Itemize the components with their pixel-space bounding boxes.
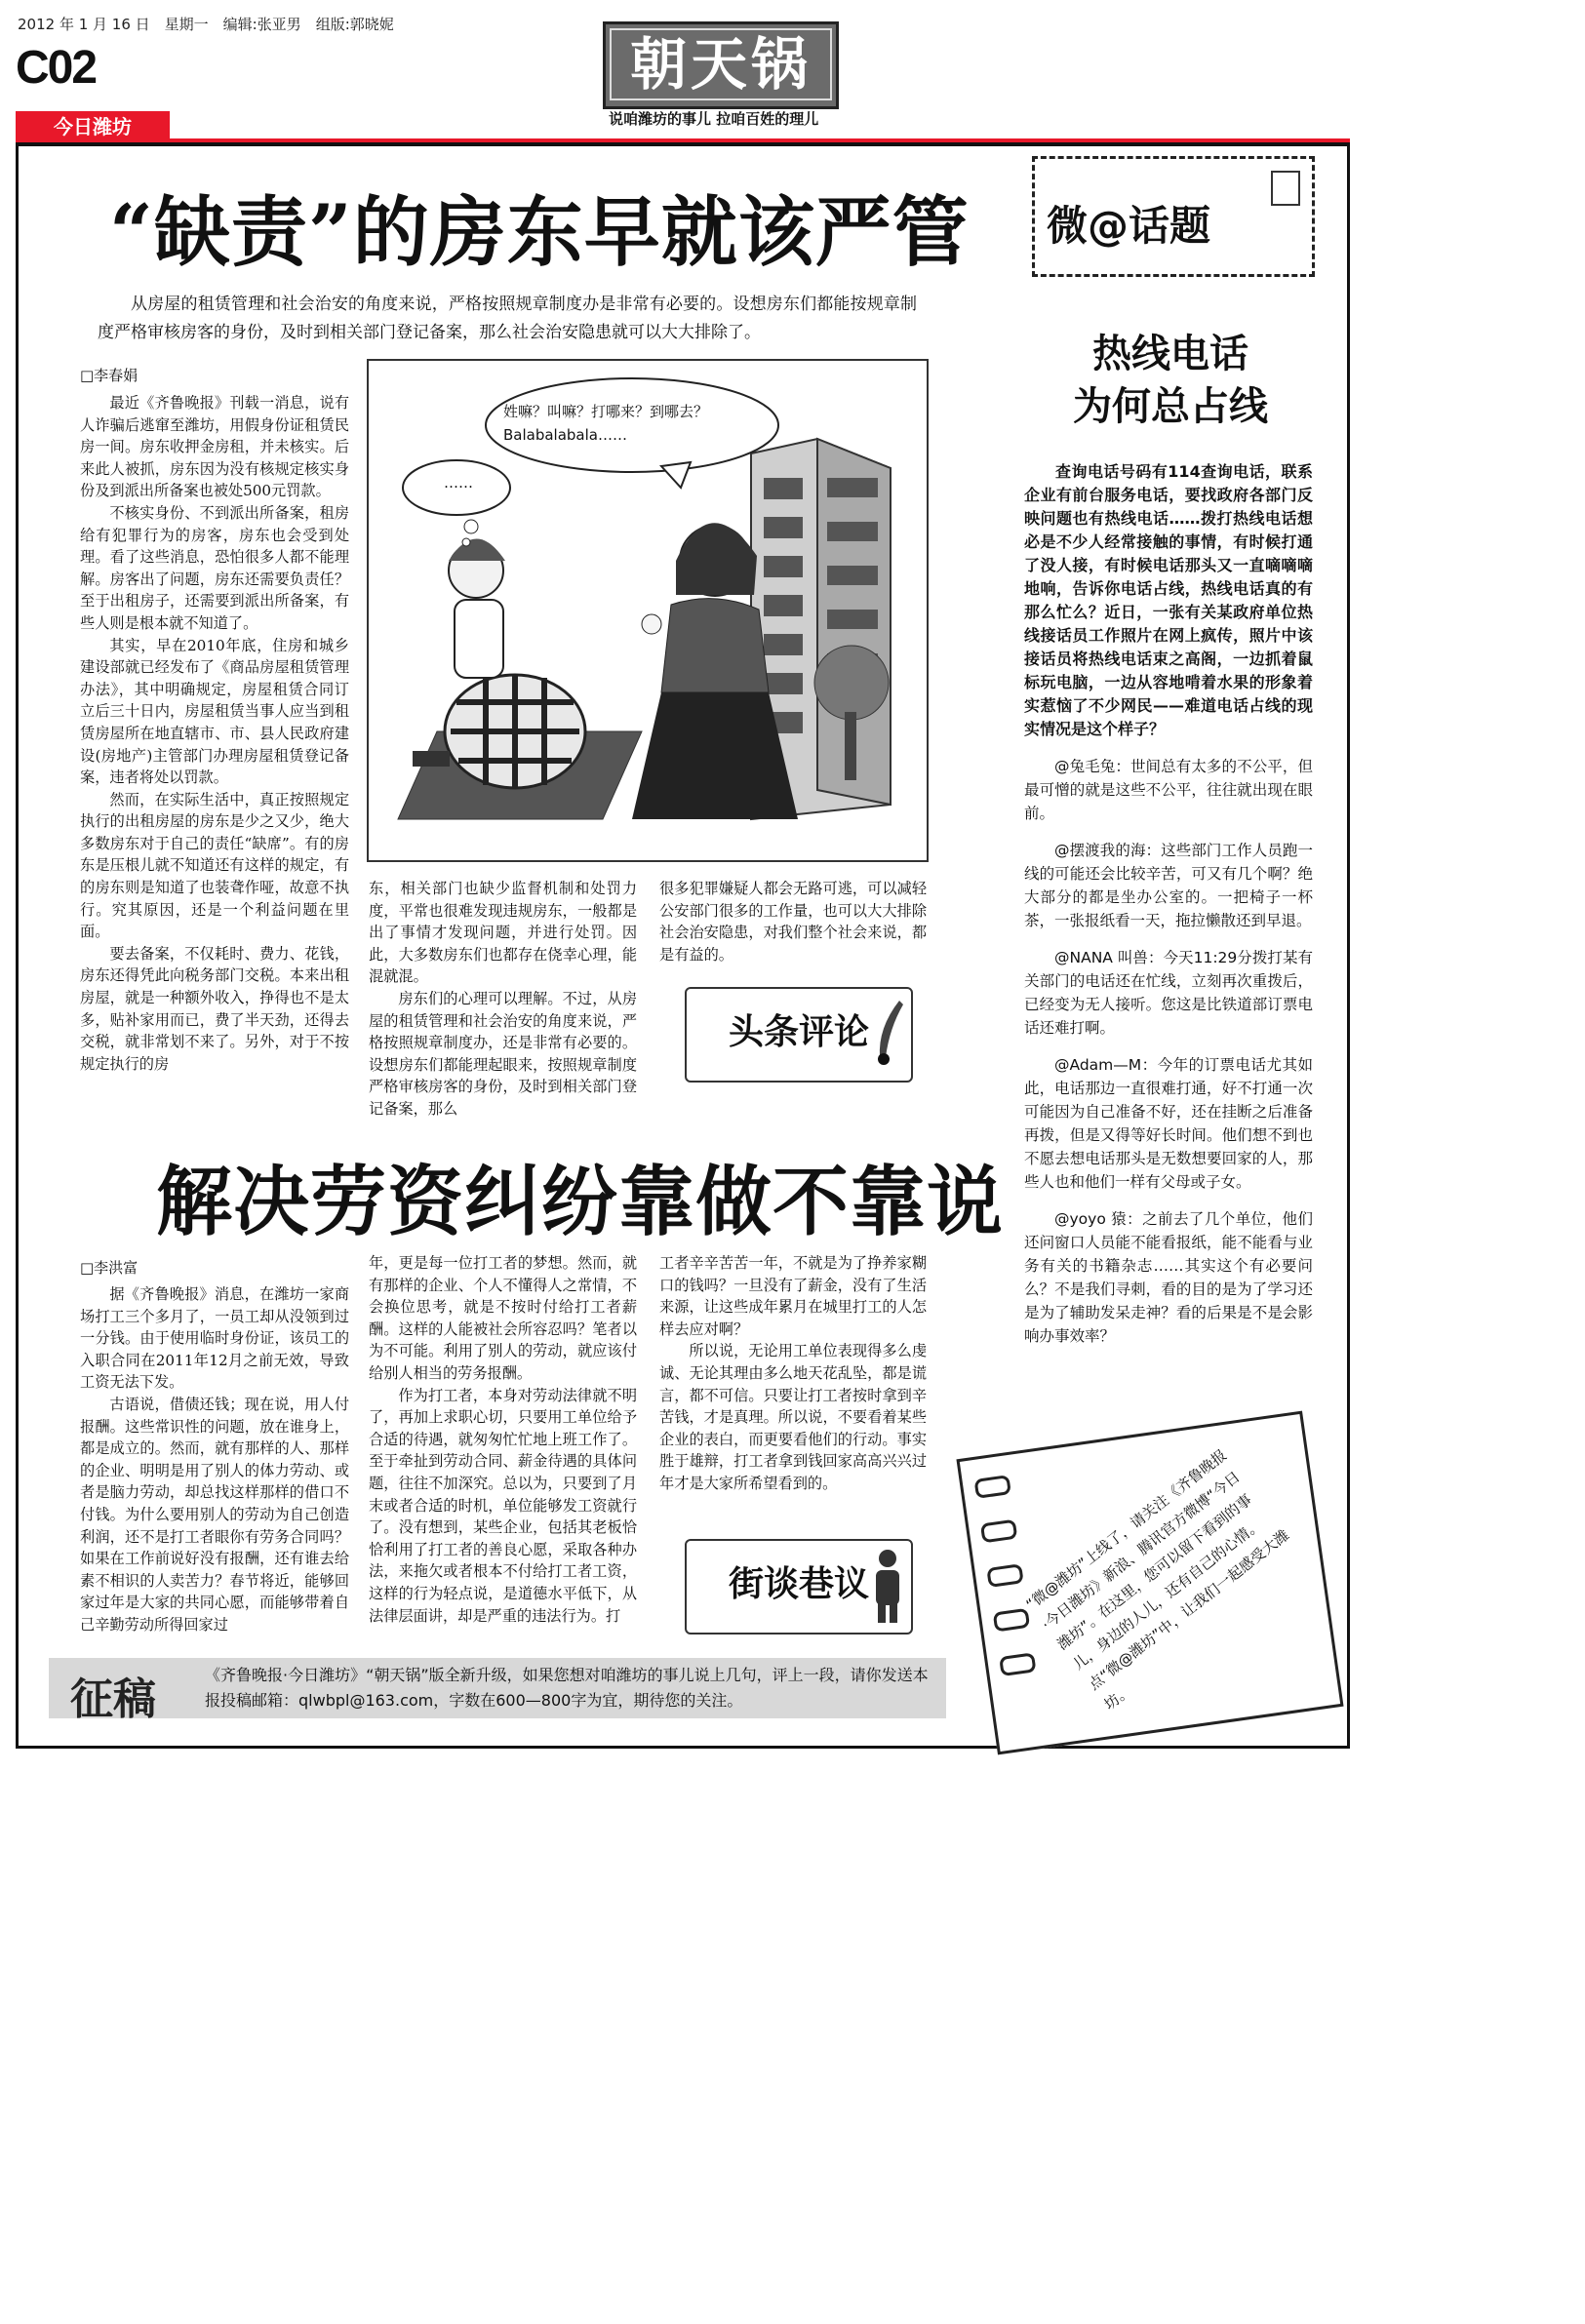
sidebar-title-line1: 热线电话 [1092,332,1248,376]
call-for-papers-line2: 报投稿邮箱：qlwbpl@163.com，字数在600—800字为宜，期待您的关注。 [205,1691,743,1710]
article1-para3: 其实，早在2010年底，住房和城乡建设部就已经发布了《商品房屋租赁管理办法》，其中明确规定，房屋租赁合同订立后三十日内，房屋租赁当事人应当到租赁房屋所在地直辖市、市、县人民政府建设(房地产)主管部门办理房屋租赁登记备案，违者将处以罚款。 [80,636,349,787]
badge-headline-commentary [685,987,913,1083]
article1-col3 [659,878,927,965]
speech-bubble-left: …… [444,474,473,492]
date-line: 2012 年 1 月 16 日 星期一 编辑:张亚男 组版:郭晓妮 [18,16,394,33]
article1-col1 [80,392,349,1075]
article2-para2: 古语说，借债还钱；现在说，用人付报酬。这些常识性的问题，放在谁身上，都是成立的。然而，就有那样的人、那样的企业、明明是用了别人的体力劳动、或者是脑力劳动，却总找这样那样的借口不付钱。为什么要用别人的劳动为自己创造利润，还不是打工者眼你有劳务合同吗？如果在工作前说好没有报酬，还有谁去给素不相识的人卖苦力？春节将近，能够回家过年是大家的共同心愿，而能够带着自己辛勤劳动所得回家过 [80,1395,349,1634]
article1-para4: 然而，在实际生活中，真正按照规定执行的出租房屋的房东是少之又少，绝大多数房东对于自己的责任“缺席”。有的房东是压根儿就不知道还有这样的规定，有的房东则是知道了也装聋作哑，故意不执行。究其原因，还是一个利益问题在里面。 [80,790,349,941]
article2-col3 [659,1252,927,1495]
sidebar-comment: @yoyo 猿：之前去了几个单位，他们还问窗口人员能不能看报纸，能不能看与业务有关的书籍杂志……其实这个有必要问么？不是我们寻刺，看的目的是为了学习还是为了辅助发呆走神？看的后果是不是会影响办事效率？ [1024,1210,1313,1345]
sidebar-body [1024,460,1313,1361]
speech-bubble-right: 姓嘛？叫嘛？打哪来？到哪去？Balabalabala…… [503,403,709,444]
article1-para7: 房东们的心理可以理解。不过，从房屋的租赁管理和社会治安的角度来说，严格按照规章制度办，还是非常有必要的。设想房东们都能理起眼来，按照规章制度严格审核房客的身份，及时到相关部门登记备案，那么 [369,989,637,1118]
article1-para2: 不核实身份、不到派出所备案，租房给有犯罪行为的房客，房东也会受到处理。看了这些消息，恐怕很多人都不能理解。房客出了问题，房东还需要负责任？至于出租房子，还需要到派出所备案，有些人则是根本就不知道了。 [80,503,349,632]
badge-street-talk-label: 街谈巷议 [728,1564,869,1604]
column-slogan: 说咱潍坊的事儿 拉咱百姓的理儿 [609,110,819,128]
person-icon [868,1547,907,1625]
sidebar-comment: @NANA 叫兽：今天11:29分拨打某有关部门的电话还在忙线，立刻再次重拨后，已经变为无人接听。您这是比铁道部订票电话还难打啊。 [1024,949,1313,1037]
quill-icon [870,999,905,1067]
calendar-icon [1271,171,1300,206]
article2-headline: 解决劳资纠纷靠做不靠说 [156,1158,1005,1246]
sidebar-title-line2: 为何总占线 [1073,384,1268,429]
article2-para4: 作为打工者，本身对劳动法律就不明了，再加上求职心切，只要用工单位给予合适的待遇，就匆匆忙忙地上班工作了。至于牵扯到劳动合同、薪金待遇的具体问题，往往不加深究。总以为，只要到了月末或者合适的时机，单位能够发工资就行了。没有想到，某些企业，包括其老板恰恰利用了打工者的善良心愿，采取各种办法，来拖欠或者根本不付给打工者工资，这样的行为轻点说，是道德水平低下，从法律层面讲，却是严重的违法行为。打 [369,1386,637,1625]
column-logo-text: 朝天锅 [610,28,832,100]
article1-headline: “缺责”的房东早就该严管 [109,188,970,277]
call-for-papers-line1: 《齐鲁晚报·今日潍坊》“朝天锅”版全新升级，如果您想对咱潍坊的事儿说上几句，评上一段，请你发送本 [205,1666,929,1684]
article1-para8: 很多犯罪嫌疑人都会无路可逃，可以减轻公安部门很多的工作量，也可以大大排除社会治安隐患，对我们整个社会来说，都是有益的。 [659,880,927,964]
sidebar-comment: @兔毛兔：世间总有太多的不公平，但最可憎的就是这些不公平，往往就出现在眼前。 [1024,758,1313,822]
sidebar-title [1024,328,1317,433]
article1-para6: 东，相关部门也缺少监督机制和处罚力度，平常也很难发现违规房东，一般都是出了事情才发现问题，并进行处罚。因此，大多数房东们也都存在侥幸心理，能混就混。 [369,880,637,986]
article2-para3: 年，更是每一位打工者的梦想。然而，就有那样的企业、个人不懂得人之常情，不会换位思考，就是不按时付给打工者薪酬。这样的人能被社会所容忍吗？笔者以为不可能。利用了别人的劳动，就应该付给别人相当的劳务报酬。 [369,1254,637,1382]
page-number: C02 [16,42,97,94]
article1-lead: 从房屋的租赁管理和社会治安的角度来说，严格按照规章制度办是非常有必要的。设想房东们都能按规章制度严格审核房客的身份，及时到相关部门登记备案，那么社会治安隐患就可以大大排除了。 [98,295,917,342]
badge-street-talk [685,1539,913,1635]
article1-para1: 最近《齐鲁晚报》刊载一消息，说有人诈骗后逃窜至潍坊，用假身份证租赁民房一间。房东收押金房租，并未核实。后来此人被抓，房东因为没有核规定核实身份及到派出所备案也被处500元罚款。 [80,394,349,500]
sidebar-intro: 查询电话号码有114查询电话，联系企业有前台服务电话，要找政府各部门反映问题也有热线电话……拨打热线电话想必是不少人经常接触的事情，有时候打通了没人接，有时候电话那头又一直嘀嘀嘀地响，告诉你电话占线，热线电话真的有那么忙么？近日，一张有关某政府单位热线接话员工作照片在网上疯传，照片中该接话员将热线电话束之高阁，一边抓着鼠标玩电脑，一边从容地啃着水果的形象着实惹恼了不少网民——难道电话占线的现实情况是这个样子？ [1024,462,1313,738]
article1-byline: □李春娟 [80,367,139,384]
column-logo [603,21,839,109]
weibo-topic-logo [1032,156,1315,277]
article1-para5: 要去备案，不仅耗时、费力、花钱，房东还得凭此向税务部门交税。本来出租房屋，就是一种额外收入，挣得也不是太多，贴补家用而已，费了半天劲，还得去交税，就非常划不来了。另外，对于不按规定执行的房 [80,944,349,1073]
call-for-papers-label: 征稿 [70,1674,156,1724]
notebook-text: “微@潍坊”上线了，请关注《齐鲁晚报·今日潍坊》新浪、腾讯官方微博“今日潍坊”。在这里，您可以留下看到的事儿，身边的人儿，还有自己的心情。点“微@潍坊”中，让我们一起感受大潍坊。 [1022,1445,1293,1713]
illustration-cartoon [367,359,929,862]
article2-col2 [369,1252,637,1627]
sidebar-comment: @摆渡我的海：这些部门工作人员跑一线的可能还会比较辛苦，可又有几个啊？绝大部分的都是坐办公室的。一把椅子一杯茶，一张报纸看一天，拖拉懒散还到早退。 [1024,842,1313,929]
article1-col2 [369,878,637,1121]
notebook-graphic [956,1411,1343,1755]
call-for-papers-bar [49,1658,946,1724]
badge-headline-commentary-label: 头条评论 [728,1012,869,1052]
article2-para1: 据《齐鲁晚报》消息，在潍坊一家商场打工三个多月了，一员工却从没领到过一分钱。由于使用临时身份证，该员工的入职合同在2011年12月之前无效，导致工资无法下发。 [80,1285,349,1392]
call-for-papers-text [205,1663,936,1713]
article2-para5: 工者辛辛苦苦一年，不就是为了挣养家糊口的钱吗？一旦没有了薪金，没有了生活来源，让这些成年累月在城里打工的人怎样去应对啊？ [659,1254,927,1338]
article2-col1 [80,1283,349,1636]
section-tab: 今日潍坊 [16,111,170,142]
article2-byline: □李洪富 [80,1259,139,1277]
weibo-topic-logo-text: 微@话题 [1047,202,1211,250]
article2-para6: 所以说，无论用工单位表现得多么虔诚、无论其理由多么地天花乱坠，都是谎言，都不可信。只要让打工者按时拿到辛苦钱，才是真理。所以说，不要看着某些企业的表白，而更要看他们的行动。事实胜于雄辩，打工者拿到钱回家高高兴兴过年才是大家所希望看到的。 [659,1342,927,1492]
sidebar-comment: @Adam—M：今年的订票电话尤其如此，电话那边一直很难打通，好不打通一次可能因为自己准备不好，还在挂断之后准备再拨，但是又得等好长时间。他们想不到也不愿去想电话那头是无数想要回家的人，那些人也和他们一样有父母或子女。 [1024,1056,1313,1191]
